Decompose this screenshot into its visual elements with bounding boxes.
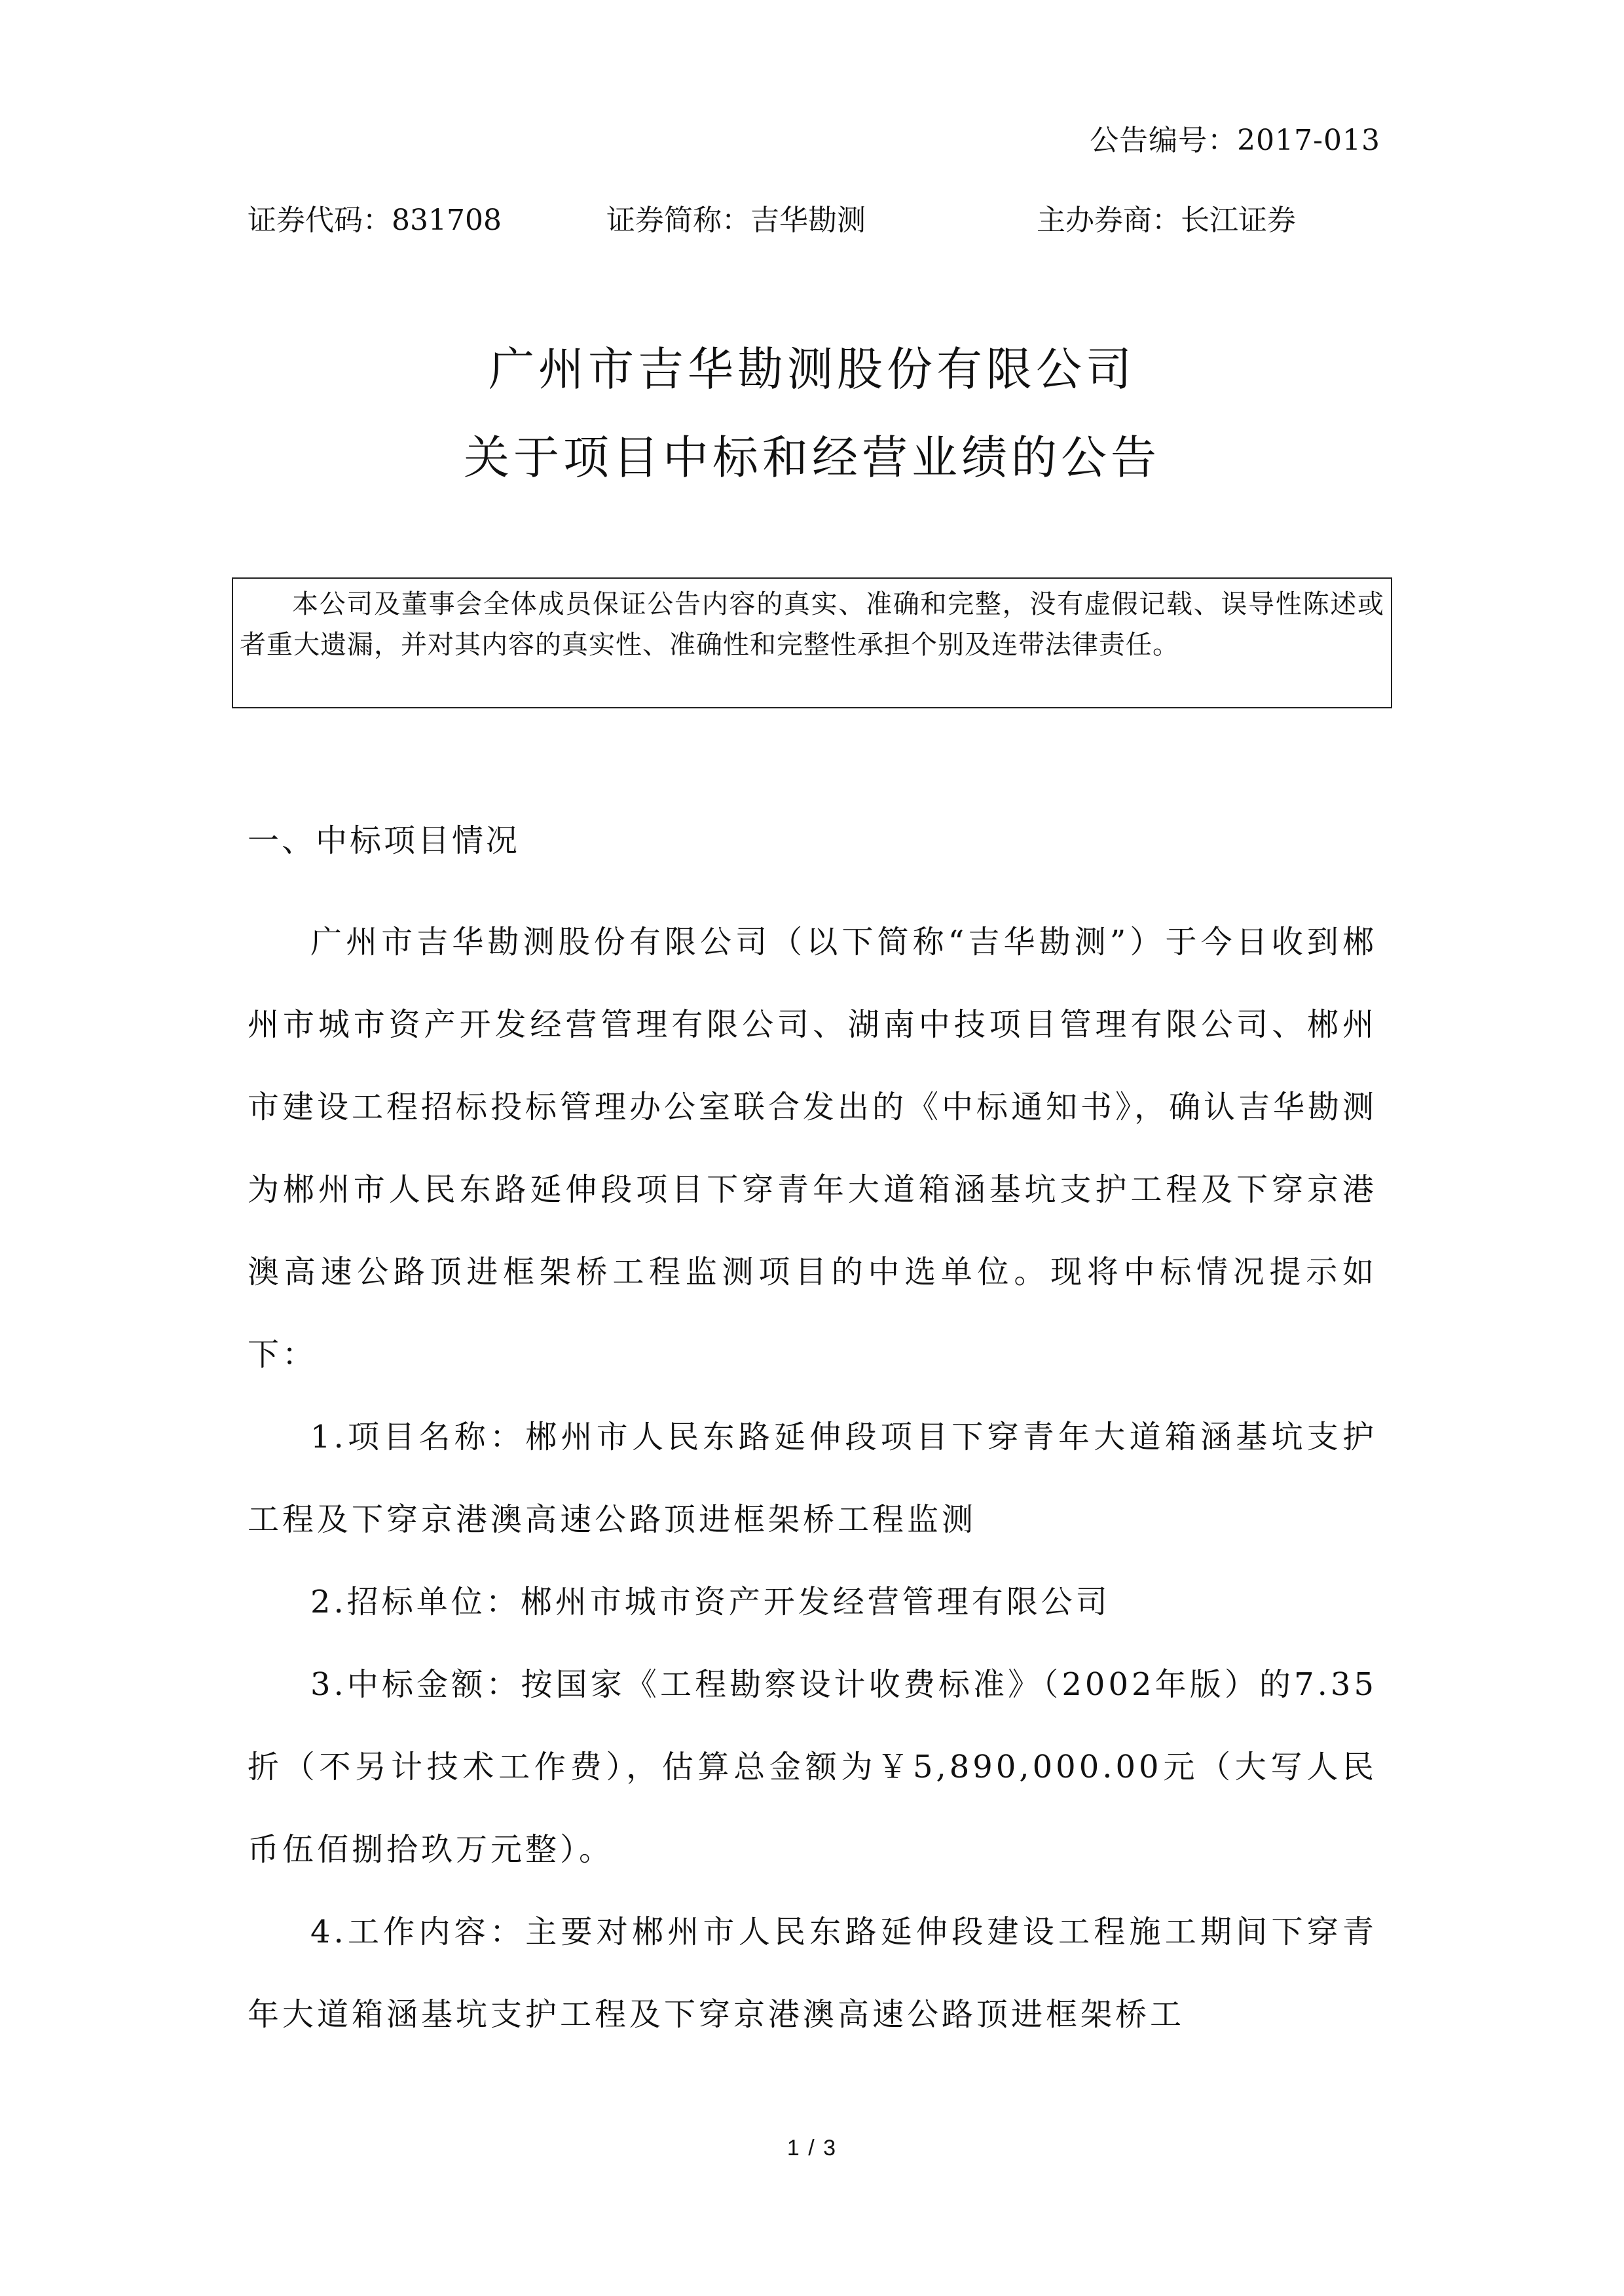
page-number: 1 / 3 [786,2136,838,2160]
disclaimer-box [232,577,1392,708]
security-abbreviation: 证券简称：吉华勘测 [606,204,866,237]
disclaimer-text: 本公司及董事会全体成员保证公告内容的真实、准确和完整，没有虚假记载、误导性陈述或者重大遗漏，并对其内容的真实性、准确性和完整性承担个别及连带法律责任。 [240,589,1384,660]
section-heading: 一、中标项目情况 [248,822,521,859]
securities-info-row [248,196,1374,236]
document-title-line-2: 关于项目中标和经营业绩的公告 [464,431,1160,484]
body-paragraph: 4.工作内容：主要对郴州市人民东路延伸段建设工程施工期间下穿青年大道箱涵基坑支护工程及下穿京港澳高速公路顶进框架桥工 [248,1914,1377,2033]
announcement-number: 公告编号：2017-013 [1090,124,1380,157]
section-body [248,901,1377,2056]
lead-broker: 主办券商：长江证券 [1037,204,1296,237]
document-title-line-1: 广州市吉华勘测股份有限公司 [489,342,1135,396]
security-code: 证券代码：831708 [248,204,502,237]
body-paragraph: 广州市吉华勘测股份有限公司（以下简称“吉华勘测”）于今日收到郴州市城市资产开发经营管理有限公司、湖南中技项目管理有限公司、郴州市建设工程招标投标管理办公室联合发出的《中标通知书》，确认吉华勘测为郴州市人民东路延伸段项目下穿青年大道箱涵基坑支护工程及下穿京港澳高速公路顶进框架桥工程监测项目的中选单位。现将中标情况提示如下： [248,924,1378,1373]
body-paragraph: 2.招标单位：郴州市城市资产开发经营管理有限公司 [310,1584,1111,1620]
body-paragraph: 1.项目名称：郴州市人民东路延伸段项目下穿青年大道箱涵基坑支护工程及下穿京港澳高速公路顶进框架桥工程监测 [248,1419,1377,1538]
body-paragraph: 3.中标金额：按国家《工程勘察设计收费标准》（2002年版）的7.35折（不另计技术工作费），估算总金额为￥5,890,000.00元（大写人民币伍佰捌拾玖万元整）。 [248,1666,1377,1868]
